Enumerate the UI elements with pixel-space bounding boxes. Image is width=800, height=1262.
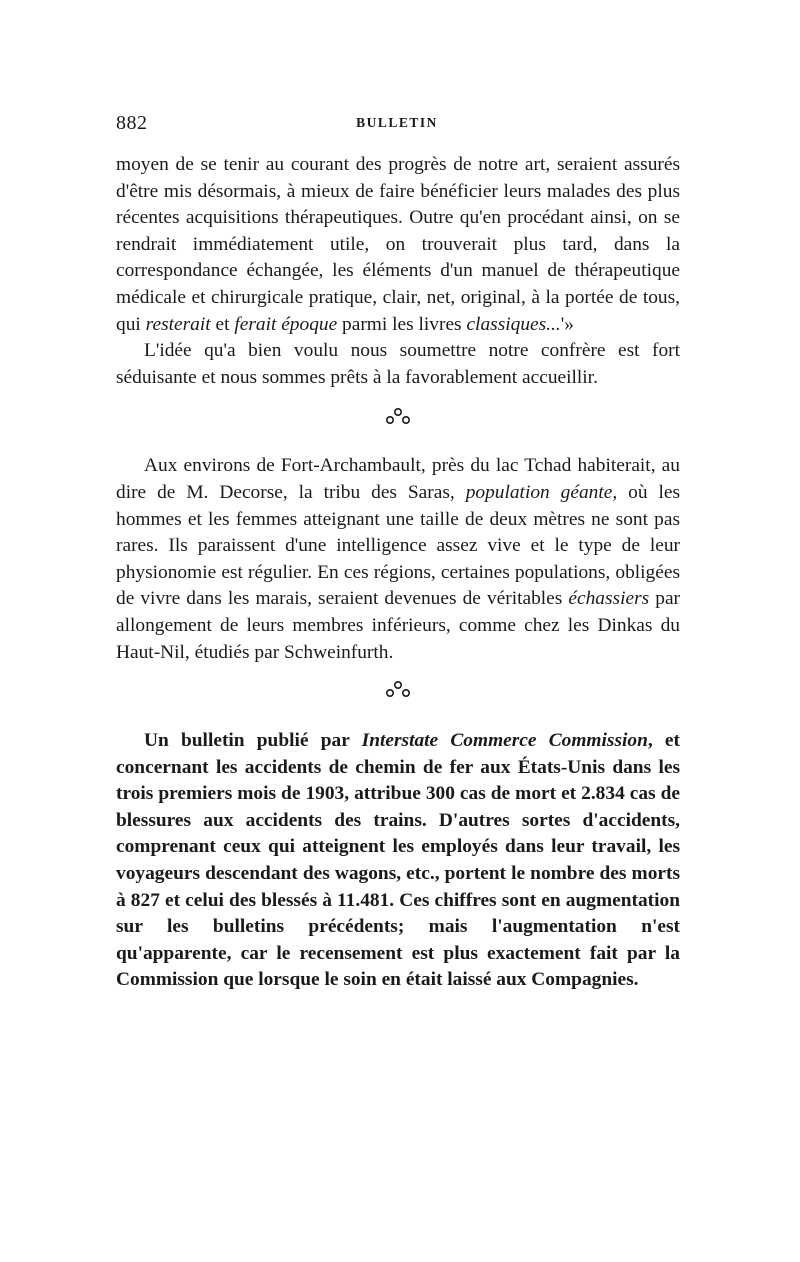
p1-text-b: et bbox=[210, 313, 235, 335]
p3-text-b: , où les hommes et les femmes atteignant une taille de deux mètres ne sont pas rares. Ils paraissent d'une intelligence assez vive et le type de leur physionomie est régulier. En ces régions, certaines populations, obligées de vivre dans les marais, seraient devenues de véritables bbox=[116, 481, 680, 610]
page-number: 882 bbox=[116, 112, 148, 134]
running-title: BULLETIN bbox=[356, 115, 438, 130]
p1-text-c: parmi les livres bbox=[337, 313, 467, 335]
p1-text-a: moyen de se tenir au courant des progrès de notre art, seraient assurés d'être mis désormais, à mieux de faire bénéficier leurs malades des plus récentes acquisitions thérapeutiques. Outre qu'en procédant ainsi, on se rendrait immédiatement utile, on trouverait plus tard, dans la correspondance échangée, les éléments d'un manuel de thérapeutique médicale et chirurgicale pratique, clair, net, original, à la portée de tous, qui bbox=[116, 154, 680, 335]
p4-italic-interstate-commerce-commission: Interstate Commerce Commission bbox=[361, 730, 648, 752]
paragraph-1 bbox=[116, 152, 680, 338]
p1-italic-resterait: resterait bbox=[145, 313, 211, 335]
paragraph-4 bbox=[116, 728, 680, 994]
section-separator-1 bbox=[116, 391, 680, 453]
asterism-ornament-icon bbox=[378, 405, 418, 435]
page-header bbox=[116, 112, 678, 142]
asterism-ornament-icon bbox=[378, 678, 418, 708]
paragraph-3 bbox=[116, 453, 680, 666]
section-separator-2 bbox=[116, 666, 680, 728]
p3-text-a: Aux environs de Fort-Archambault, près du lac Tchad habiterait, au dire de M. Decorse, la tribu des Saras, bbox=[116, 455, 680, 503]
p1-text-d: '» bbox=[560, 313, 574, 335]
body-text bbox=[116, 152, 680, 994]
p3-italic-population-geante: population géante bbox=[465, 481, 613, 503]
p4-text-a: Un bulletin publié par bbox=[144, 730, 362, 752]
p4-text-b: , et concernant les accidents de chemin de fer aux États-Unis dans les trois premiers mois de 1903, attribue 300 cas de mort et 2.834 cas de blessures aux accidents des trains. D'autres sortes d'accidents, comprenant ceux qui atteignent les employés dans leur travail, les voyageurs descendant des wagons, etc., portent le nombre des morts à 827 et celui des blessés à 11.481. Ces chiffres sont en augmentation sur les bulletins précédents; mais l'augmentation n'est qu'apparente, car le recensement est plus exactement fait par la Commission que lorsque le soin en était laissé aux Compagnies. bbox=[116, 730, 680, 991]
p1-italic-ferait-epoque: ferait époque bbox=[234, 313, 338, 335]
p1-italic-classiques: classiques... bbox=[466, 313, 561, 335]
paragraph-2: L'idée qu'a bien voulu nous soumettre notre confrère est fort séduisante et nous sommes prêts à la favorablement accueillir. bbox=[116, 340, 680, 388]
p3-italic-echassiers: échassiers bbox=[568, 588, 650, 610]
p3-text-c: par allongement de leurs membres inférieurs, comme chez les Dinkas du Haut-Nil, étudiés par Schweinfurth. bbox=[116, 588, 681, 663]
